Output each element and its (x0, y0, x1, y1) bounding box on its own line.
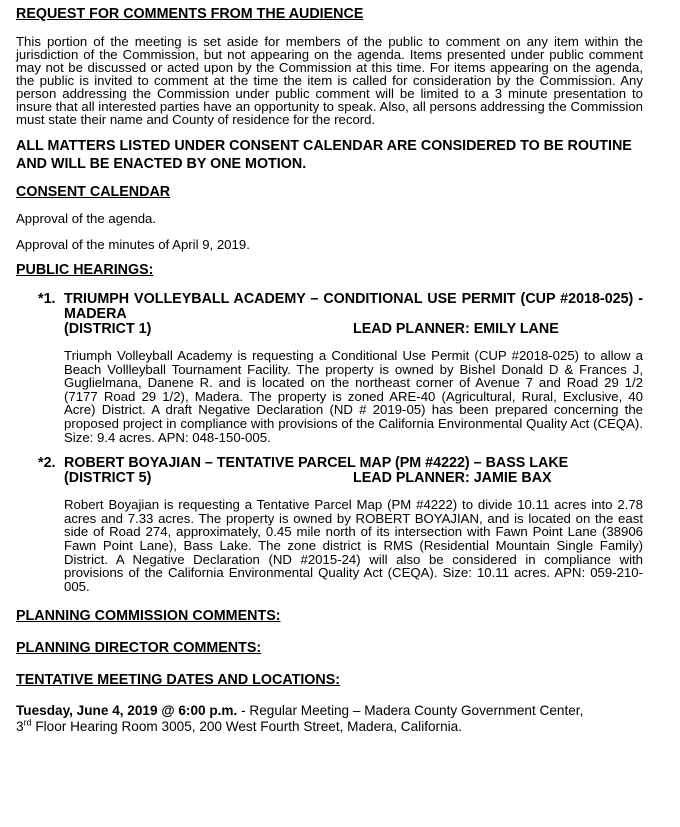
tentative-meetings-heading: TENTATIVE MEETING DATES AND LOCATIONS: (16, 672, 341, 689)
meeting-date: Tuesday, June 4, 2019 @ 6:00 p.m. (16, 703, 238, 719)
public-hearings-heading: PUBLIC HEARINGS: (16, 262, 154, 278)
commission-comments-heading: PLANNING COMMISSION COMMENTS: (16, 608, 281, 625)
audience-comments-text: This portion of the meeting is set aside for members of the public to comment on any item within the jurisdiction of the Commission, but not appearing on the agenda. Items presented under public comment may not be discussed or acted upon by the Commission at this time. For items appearing on the agenda, the public is invited to comment at the time the item is called for consideration by the Commission. Any person addressing the Commission under public comment will be limited to a 3 minute presentation to insure that all interested parties have an opportunity to speak. Also, all persons addressing the Commission must state their name and County of residence for the record. (16, 34, 643, 127)
audience-comments-heading: REQUEST FOR COMMENTS FROM THE AUDIENCE (16, 6, 364, 22)
tentative-meeting-entry (16, 703, 643, 735)
meeting-description: - Regular Meeting – Madera County Government Center, (237, 703, 584, 719)
meeting-floor-number: 3 (16, 719, 24, 735)
meeting-location: Floor Hearing Room 3005, 200 West Fourth Street, Madera, California. (31, 719, 462, 735)
hearing-item-2-planner: LEAD PLANNER: JAMIE BAX (353, 470, 552, 487)
hearing-item-1-number: *1. (38, 291, 56, 307)
hearing-item-2-description: Robert Boyajian is requesting a Tentative Parcel Map (PM #4222) to divide 10.11 acres into 2.78 acres and 7.33 acres. The property is owned by ROBERT BOYAJIAN, and is located on the east side of Road 274, approximately, 0.45 mile north of its intersection with Fawn Point Lane (38906 Fawn Point Lane), Bass Lake. The zone district is RMS (Residential Mountain Single Family) District. A Negative Declaration (ND #2015-24) will also be considered in compliance with provisions of the California Environmental Quality Act (CEQA). Size: 10.11 acres. APN: 059-210-005. (64, 497, 643, 594)
consent-item-agenda: Approval of the agenda. (16, 211, 157, 226)
hearing-item-2-number: *2. (38, 455, 56, 472)
consent-notice: ALL MATTERS LISTED UNDER CONSENT CALENDAR ARE CONSIDERED TO BE ROUTINE AND WILL BE ENACTED BY ONE MOTION. (16, 138, 632, 172)
hearing-item-2 (16, 456, 643, 593)
hearing-item-1-title: TRIUMPH VOLLEYBALL ACADEMY – CONDITIONAL USE PERMIT (CUP #2018-025) - MADERA (64, 291, 643, 322)
consent-calendar-heading: CONSENT CALENDAR (16, 184, 171, 200)
hearing-item-1-planner: LEAD PLANNER: EMILY LANE (353, 321, 559, 337)
hearing-item-1-description: Triumph Volleyball Academy is requesting a Conditional Use Permit (CUP #2018-025) to allow a Beach Vollleyball Tournament Facility. The property is owned by Bishel Donald D & Frances J, Guglielmana, Danene R. and is located on the northeast corner of Avenue 7 and Road 29 1/2 (7177 Road 29 1/2), Madera. The property is zoned ARE-40 (Agricultural, Rural, Exclusive, 40 Acre) District. A draft Negative Declaration (ND # 2019-05) has been prepared concerning the proposed project in compliance with provisions of the California Environmental Quality Act (CEQA). Size: 9.4 acres. APN: 048-150-005. (64, 348, 643, 445)
meeting-floor-suffix: rd (23, 717, 32, 728)
consent-item-minutes: Approval of the minutes of April 9, 2019. (16, 237, 250, 252)
agenda-page (16, 6, 643, 735)
director-comments-heading: PLANNING DIRECTOR COMMENTS: (16, 640, 262, 657)
hearing-item-1 (16, 292, 643, 444)
hearing-item-1-district: (DISTRICT 1) (64, 321, 152, 337)
hearing-item-2-title: ROBERT BOYAJIAN – TENTATIVE PARCEL MAP (PM #4222) – BASS LAKE (64, 455, 569, 472)
hearing-item-2-district: (DISTRICT 5) (64, 470, 152, 487)
